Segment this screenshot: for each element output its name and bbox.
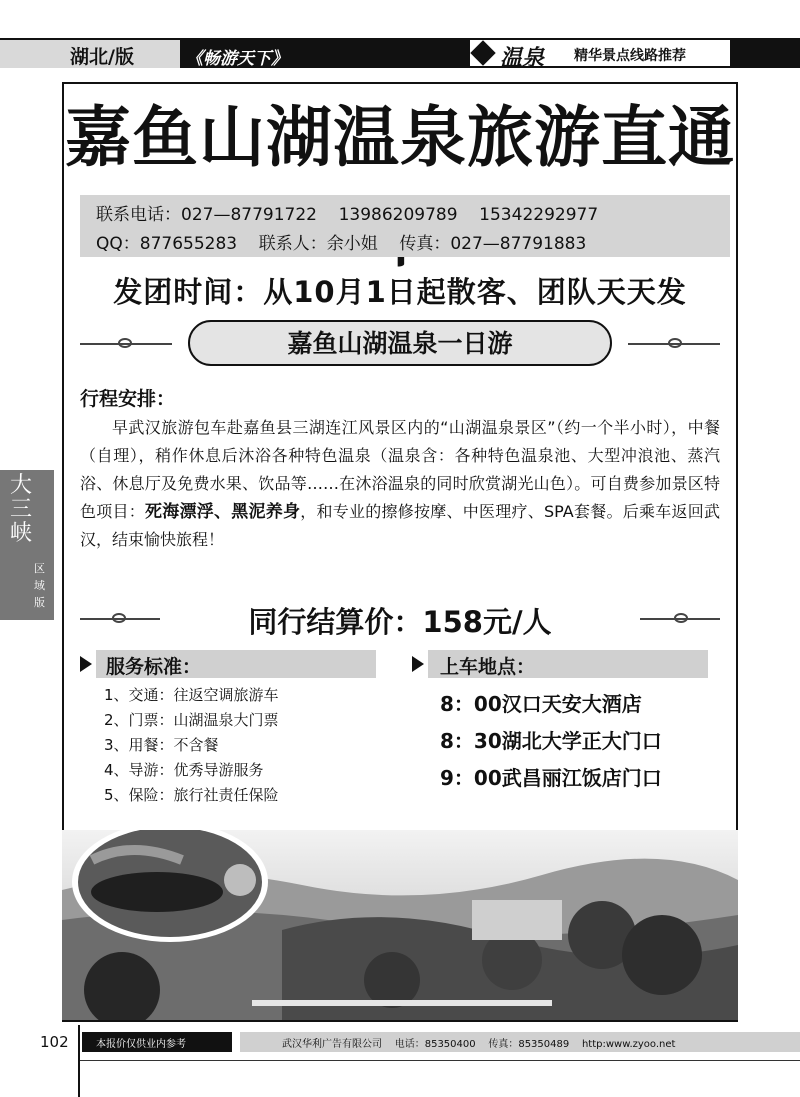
settlement-price: 同行结算价：158元/人 [248,605,552,639]
footer-rule [80,1060,800,1061]
contact-qq-line: QQ：877655283 联系人：余小姐 传真：027—87791883 [96,234,587,254]
flourish-right-curl-icon [668,338,682,348]
triangle-right-icon [80,656,92,672]
pickup-item: 8：30湖北大学正大门口 [440,729,662,753]
itinerary-text-b: ，和专业的擦修按摩、中医理疗、SPA套餐。后乘车返回武汉，结束愉快旅程！ [80,502,720,549]
highlight-dead-sea: 死海漂浮 [145,502,215,522]
service-item: 2、门票：山湖温泉大门票 [104,711,279,729]
category-label: 温泉 [500,45,545,71]
triangle-right-icon [412,656,424,672]
service-item: 5、保险：旅行社责任保险 [104,786,279,804]
departure-schedule: 发团时间：从10月1日起散客、团队天天发 [113,275,687,309]
footer-publisher: 武汉华利广告有限公司 电话：85350400 传真：85350489 http:www.zyoo.net [282,1039,676,1050]
footer-divider [78,1025,80,1097]
column-label: 《畅游天下》 [186,49,288,69]
pickup-heading: 上车地点： [440,656,536,678]
service-heading: 服务标准： [106,656,202,678]
contact-phone-line: 联系电话：027—87791722 13986209789 15342292977 [96,205,599,225]
footer-disclaimer: 本报价仅供业内参考 [96,1039,186,1050]
service-item: 3、用餐：不含餐 [104,736,219,754]
flourish-left-curl-icon [118,338,132,348]
scenery-photo [62,830,738,1020]
itinerary-text [80,414,720,554]
side-tab-subtitle: 区域版 [34,562,45,609]
side-tab-title: 大三峡 [10,473,33,546]
region-label: 湖北/版 [70,46,134,68]
itinerary-heading: 行程安排： [80,388,176,410]
highlight-sep: 、 [214,502,232,522]
service-item: 1、交通：往返空调旅游车 [104,686,279,704]
page-title: 嘉鱼山湖温泉旅游直通 [65,99,735,176]
scenery-illustration [62,830,738,1020]
category-subtitle: 精华景点线路推荐 [574,48,686,64]
tour-name: 嘉鱼山湖温泉一日游 [287,329,513,358]
itinerary-text-a: 早武汉旅游包车赴嘉鱼县三湖连江风景区内的“山湖温泉景区”（约一个半小时），中餐（自理），稍作休息后沐浴各种特色温泉（温泉含：各种特色温泉池、大型冲浪池、蒸汽浴、休息厅及免费水果、饮品等……在沐浴温泉的同时欣赏湖光山色）。可自费参加景区特色项目： [80,418,720,521]
page-number: 102 [40,1033,69,1051]
service-item: 4、导游：优秀导游服务 [104,761,264,779]
pickup-item: 9：00武昌丽江饭店门口 [440,766,662,790]
pickup-item: 8：00汉口天安大酒店 [440,692,642,716]
highlight-mud: 黑泥养身 [231,502,301,522]
